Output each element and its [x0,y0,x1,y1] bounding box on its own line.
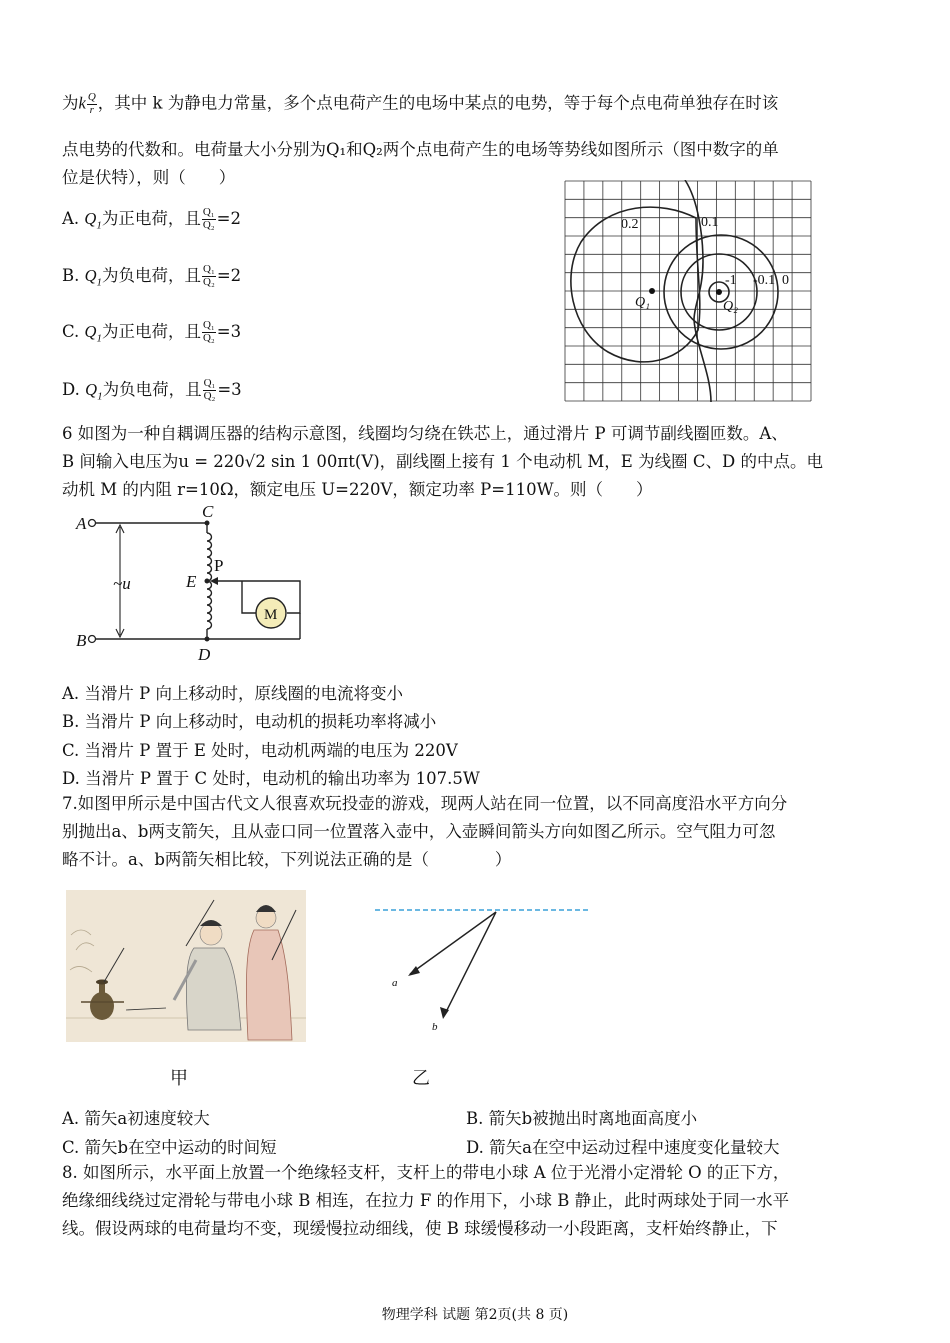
option-ratio [202,207,216,231]
pitch-pot-painting [66,890,306,1042]
label-neg1: -1 [725,273,737,288]
q5-line3: 位是伏特），则（ ） [62,168,236,187]
label-a: A [76,514,87,533]
label-p: P [214,556,224,575]
option-value: =2 [216,209,241,228]
option-text: 为负电荷，且 [102,266,202,285]
option-ratio [202,264,216,288]
option-label: C. [62,322,80,341]
q5-kqr-frac [87,92,97,116]
label-arrow-a: a [392,977,398,989]
option-sub: 1 [96,219,102,232]
q5-option-c[interactable] [62,318,241,345]
q6-line1: 6 如图为一种自耦调压器的结构示意图，线圈均匀绕在铁芯上，通过滑片 P 可调节副线圈匝数。A、 [62,424,788,443]
option-text: 为负电荷，且 [102,380,202,399]
q7-option-d[interactable]: D. 箭矢a在空中运动过程中速度变化量较大 [466,1138,780,1157]
option-value: =3 [217,380,242,399]
label-arrow-b: b [432,1021,438,1033]
q5-option-b[interactable] [62,262,241,289]
frac-num: Q [87,91,96,103]
q6-line2: B 间输入电压为u = 220√2 sin 1 00πt(V)，副线圈上接有 1 个电动机 M，E 为线圈 C、D 的中点。电 [62,452,823,471]
caption-jia: 甲 [170,1068,188,1089]
label-b: B [76,631,87,650]
q1-dot [649,288,655,294]
q7-option-c[interactable]: C. 箭矢b在空中运动的时间短 [62,1138,277,1157]
equipotential-figure [563,180,813,402]
label-e: E [186,572,197,591]
label-q1: Q₁ [635,295,650,310]
label-zero: 0 [782,273,789,288]
q5-line2: 点电势的代数和。电荷量大小分别为Q₁和Q₂两个点电荷产生的电场等势线如图所示（图中数字的单 [62,140,779,159]
q6-option-c[interactable]: C. 当滑片 P 置于 E 处时，电动机两端的电压为 220V [62,741,458,760]
ratio-num: Q₁ [202,319,215,332]
label-0.1: 0.1 [701,215,719,230]
q7-line2: 别抛出a、b两支箭矢，且从壶口同一位置落入壶中，入壶瞬间箭头方向如图乙所示。空气阻力可忽 [62,822,776,841]
q8-line3: 线。假设两球的电荷量均不变，现缓慢拉动细线，使 B 球缓慢移动一小段距离，支杆始终静止，下 [62,1219,778,1238]
label-d: D [198,645,211,664]
q5-line1-post: ，其中 k 为静电力常量，多个点电荷产生的电场中某点的电势，等于每个点电荷单独存在时该 [97,93,779,113]
q6-option-d[interactable]: D. 当滑片 P 置于 C 处时，电动机的输出功率为 107.5W [62,769,480,788]
option-label: D. [62,380,80,399]
label-m: M [264,607,278,623]
label-0.2: 0.2 [621,217,639,232]
q5-k: k [78,93,86,113]
q7-line1: 7.如图甲所示是中国古代文人很喜欢玩投壶的游戏，现两人站在同一位置，以不同高度沿水平方向分 [62,794,788,813]
q7-line3: 略不计。a、b两箭矢相比较，下列说法正确的是（ ） [62,850,512,869]
option-ratio [203,378,217,402]
caption-yi: 乙 [412,1068,430,1089]
ratio-den: Q₂ [202,332,215,344]
arrow-a [410,912,496,974]
q7-option-b[interactable]: B. 箭矢b被抛出时离地面高度小 [466,1109,698,1128]
autotransformer-figure [72,505,302,665]
option-var: Q [84,209,97,228]
q2-dot [716,289,722,295]
option-value: =3 [216,322,242,341]
q8-line2: 绝缘细线绕过定滑轮与带电小球 B 相连，在拉力 F 的作用下，小球 B 静止，此时两球处于同一水平 [62,1191,790,1210]
option-sub: 1 [96,332,102,345]
label-q2: Q₂ [723,299,738,314]
q5-option-d[interactable] [62,376,242,403]
label-neg0.1: -0.1 [753,273,776,288]
q6-option-b[interactable]: B. 当滑片 P 向上移动时，电动机的损耗功率将减小 [62,712,437,731]
q7-option-a[interactable]: A. 箭矢a初速度较大 [62,1109,210,1128]
label-c: C [202,505,214,521]
q6-line3: 动机 M 的内阻 r=10Ω，额定电压 U=220V，额定功率 P=110W。则（ ） [62,480,653,499]
ratio-den: Q₂ [202,219,215,231]
q6-option-a[interactable]: A. 当滑片 P 向上移动时，原线圈的电流将变小 [62,684,403,703]
option-text: 为正电荷，且 [101,322,201,341]
arrow-direction-figure [370,898,592,1048]
ratio-den: Q₂ [203,276,215,288]
ratio-num: Q₁ [203,377,216,390]
option-var: Q [85,380,98,399]
label-u: ~u [113,574,131,593]
q5-line1-pre: 为 [62,93,79,113]
q5-line1 [62,92,778,116]
option-ratio [202,320,216,344]
arrow-b [444,912,496,1016]
option-sub: 1 [97,390,103,403]
option-label: A. [62,209,80,228]
option-var: Q [84,266,97,285]
option-label: B. [62,266,80,285]
q5-option-a[interactable] [62,205,241,232]
ratio-den: Q₂ [203,390,216,402]
option-sub: 1 [96,276,103,289]
option-text: 为正电荷，且 [101,209,201,228]
option-value: =2 [216,266,242,285]
ratio-num: Q₁ [203,263,215,276]
frac-den: r [89,103,94,116]
option-var: Q [84,322,97,341]
q8-line1: 8. 如图所示，水平面上放置一个绝缘轻支杆，支杆上的带电小球 A 位于光滑小定滑轮 O 的正下方， [62,1163,790,1182]
ratio-num: Q₁ [202,206,215,219]
page-footer: 物理学科 试题 第2页(共 8 页) [381,1307,569,1323]
